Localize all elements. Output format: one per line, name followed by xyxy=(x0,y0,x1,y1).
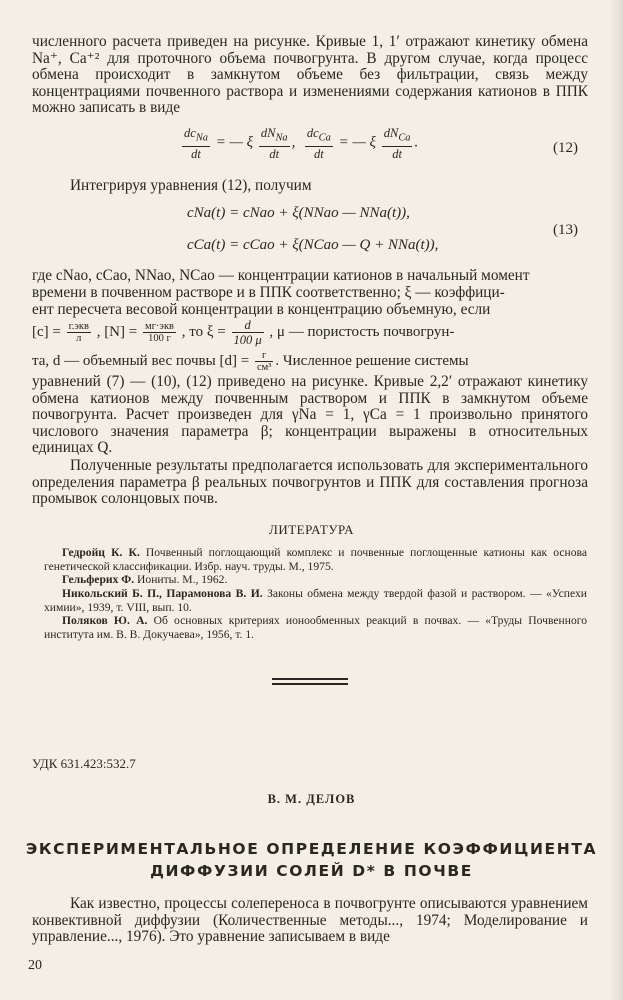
literature-heading: ЛИТЕРАТУРА xyxy=(269,522,354,537)
frac-dnca-dt: $\frac{dN_{Ca}}{dt}$ xyxy=(383,126,411,161)
author-byline: В. М. ДЕЛОВ xyxy=(267,792,356,806)
frac-g-cm3: $\frac{г}{\text{см³}}$ xyxy=(256,350,272,373)
udk-code: УДК 631.423:532.7 xyxy=(32,756,136,771)
reference-item: Гедройц К. К. Почвенный поглощающий комплекс и почвенные поглощенные катионы как основа генетической классификации. Избр. науч. труды. М., 1975. xyxy=(44,546,587,573)
where-line5: та, d — объемный вес почвы [d] = $\frac{г}{\text{см³}}$ . Численное решение системы xyxy=(32,350,469,373)
where-line3: ент пересчета весовой концентрации в концентрацию объемную, если xyxy=(32,301,491,318)
where-line2: времени в почвенном растворе и в ППК соответственно; ξ — коэффици- xyxy=(32,284,505,301)
where-line4: [c] = $\frac{\text{г.экв}}{л}$ , [N] = $\frac{\text{мг·экв}}{100 г}$ , то ξ = $\frac{d}{100 \mu}$ , μ — пористость почвогрун- xyxy=(32,318,455,347)
reference-item: Гельферих Ф. Иониты. М., 1962. xyxy=(62,573,228,586)
where-rest: уравнений (7) — (10), (12) приведено на рисунке. Кривые 2,2′ отражают кинетику обмена катионов между почвенным раствором и ППК в замкнутом объеме почвогрунта. Расчет произведен для γNa = 1, γCa = 1 произвольно принятого числового значения параметра β; концентрации выражены в относительных единицах Q. xyxy=(32,373,588,457)
section-divider-bottom xyxy=(272,683,348,685)
where-line1: где cNao, cCao, NNao, NCao — концентрации катионов в начальный момент xyxy=(32,267,530,284)
equals-xi-1: = — ξ xyxy=(215,134,254,151)
frac-dcna-dt: $\frac{dc_{Na}}{dt}$ xyxy=(184,126,208,161)
equation-13-number: (13) xyxy=(553,222,578,238)
results-paragraph: Полученные результаты предполагается использовать для экспериментального определения параметра β реальных почвогрунтов и ППК для составления прогноза промывок солонцовых почв. xyxy=(32,457,588,508)
equation-12-number: (12) xyxy=(553,140,578,156)
frac-dnna-dt: $\frac{dN_{Na}}{dt}$ xyxy=(260,126,288,161)
equation-12: $\frac{dc_{Na}}{dt}$ = — ξ $\frac{dN_{Na}}{dt}$ , $\frac{dc_{Ca}}{dt}$ = — ξ $\frac{dN_{Ca}}{dt}$ . xyxy=(184,126,419,161)
article-title-line2: ДИФФУЗИИ СОЛЕЙ D* В ПОЧВЕ xyxy=(150,862,473,880)
equation-13-line1: cNa(t) = cNao + ξ(NNao — NNa(t)), xyxy=(187,205,410,221)
equals-xi-2: = — ξ xyxy=(338,134,376,151)
reference-item: Поляков Ю. А. Об основных критериях ионообменных реакций в почвах. — «Труды Почвенного института им. В. В. Докучаева», 1956, т. 1. xyxy=(44,614,587,641)
reference-item: Никольский Б. П., Парамонова В. И. Законы обмена между твердой фазой и раствором. — «Успехи химии», 1939, т. VIII, вып. 10. xyxy=(44,587,587,614)
frac-dcca-dt: $\frac{dc_{Ca}}{dt}$ xyxy=(306,126,331,161)
article-title-line1: ЭКСПЕРИМЕНТАЛЬНОЕ ОПРЕДЕЛЕНИЕ КОЭФФИЦИЕНТА xyxy=(25,840,598,858)
frac-d-100mu: $\frac{d}{100 \mu}$ xyxy=(233,318,262,347)
page-number: 20 xyxy=(28,958,42,973)
intro-paragraph: Как известно, процессы солепереноса в почвогрунте описываются уравнением конвективной диффузии (Количественные методы..., 1974; Моделирование и управление..., 1976). Это уравнение записываем в виде xyxy=(32,895,588,946)
equation-13-line2: cCa(t) = cCao + ξ(NCao — Q + NNa(t)), xyxy=(187,237,439,253)
section-divider-top xyxy=(272,678,348,680)
frac-g-ekv-l: $\frac{\text{г.экв}}{л}$ xyxy=(68,321,89,344)
top-paragraph: численного расчета приведен на рисунке. Кривые 1, 1′ отражают кинетику обмена Na⁺, Ca⁺² для проточного объема почвогрунта. В другом случае, когда процесс обмена происходит в замкнутом объеме без фильтрации, связь между концентрациями почвенного раствора и изменениями содержания катионов в ППК можно записать в виде xyxy=(32,33,588,117)
integrating-text: Интегрируя уравнения (12), получим xyxy=(70,177,312,194)
frac-mg-ekv-100g: $\frac{\text{мг·экв}}{100 г}$ xyxy=(144,321,174,344)
